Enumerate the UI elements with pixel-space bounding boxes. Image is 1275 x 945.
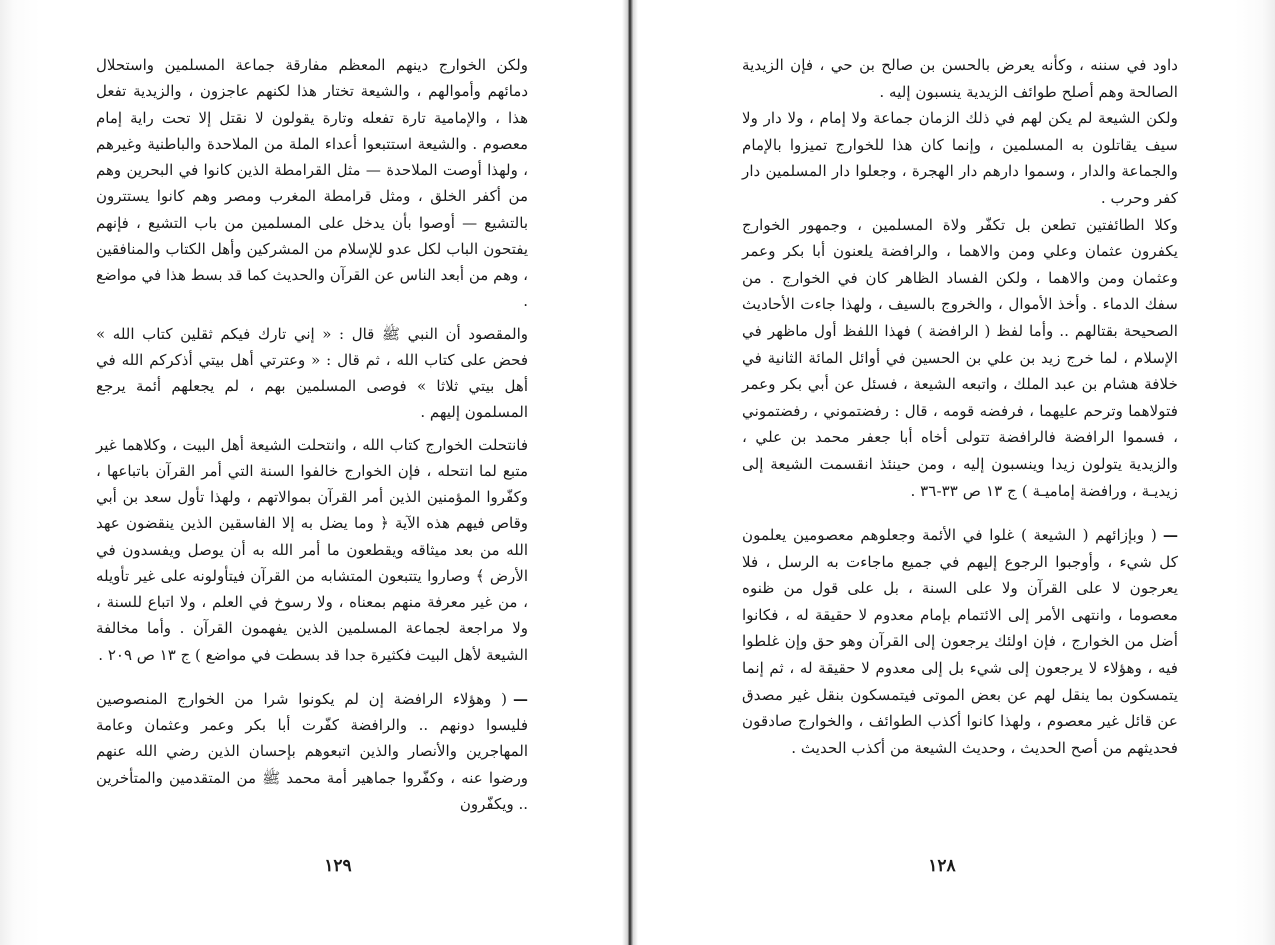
book-gutter <box>622 0 638 945</box>
right-paragraph-2: ولكن الشيعة لم يكن لهم في ذلك الزمان جماعة ولا إمام ، ولا دار ولا سيف يقاتلون به المسلمين ، وإنما كان هذا للخوارج تميزوا بالإمام والجماعة والدار ، وسموا دارهم دار الهجرة ، وجعلوا دار المسلمين دار كفر وحرب . <box>742 109 1178 207</box>
left-paragraph-4 <box>96 686 528 817</box>
right-paragraph-1: داود في سننه ، وكأنه يعرض بالحسن بن صالح بن حي ، فإن الزيدية الصالحة وهم أصلح طوائف الزيدية ينسبون إليه . <box>742 56 1178 101</box>
right-page-text <box>742 52 1178 767</box>
left-paragraph-4-text: ( وهؤلاء الرافضة إن لم يكونوا شرا من الخوارج المنصوصين فليسوا دونهم .. والرافضة كفّرت أبا بكر وعمر وعثمان وعامة المهاجرين والأنصار والذين اتبعوهم بإحسان الذين رضي الله عنهم ورضوا عنه ، وكفّروا جماهير أمة محمد ﷺ من المتقدمين والمتأخرين .. ويكفّرون <box>96 689 528 813</box>
left-page-number: ١٢٩ <box>324 856 352 876</box>
right-reference-1: ج ١٣ ص ٣٣-٣٦ . <box>910 481 1017 500</box>
right-page-number: ١٢٨ <box>928 856 956 876</box>
left-page-text <box>96 52 528 823</box>
right-paragraph-4-text: ( وبإزائهم ( الشيعة ) غلوا في الأئمة وجعلوهم معصومين يعلمون كل شيء ، وأوجبوا الرجوع إليهم في جميع ماجاءت به الرسل ، فلا يعرجون لا على القرآن ولا على السنة ، بل على قول من ظنوه معصوما ، وانتهى الأمر إلى الائتمام بإمام معدوم لا حقيقة له ، فكانوا أضل من الخوارج ، فإن اولئك يرجعون إلى القرآن وهو حق وإن غلطوا فيه ، وهؤلاء لا يرجعون إلى شيء بل إلى معدوم لا حقيقة له ، ثم إنما يتمسكون بما ينقل لهم عن بعض الموتى فيتمسكون بنقل غير مصدق عن قائل غير معصوم ، ولهذا كانوا أكذب الطوائف ، والخوارج صادقون فحديثهم من أصح الحديث ، وحديث الشيعة من أكذب الحديث . <box>742 526 1178 757</box>
left-reference-1: ج ١٣ ص ٢٠٩ . <box>98 645 191 664</box>
left-paragraph-3-text: فانتحلت الخوارج كتاب الله ، وانتحلت الشيعة أهل البيت ، وكلاهما غير متبع لما انتحله ، فإن الخوارج خالفوا السنة التي أمر القرآن باتباعها ، وكفّروا المؤمنين الذين أمر القرآن بموالاتهم ، ولهذا تأول سعد بن أبي وقاص فيهم هذه الآية ﴿ وما يضل به إلا الفاسقين الذين ينقضون عهد الله من بعد ميثاقه ويقطعون ما أمر الله به أن يوصل ويفسدون في الأرض ﴾ وصاروا يتتبعون المتشابه من القرآن فيتأولونه على غير تأويله ، من غير معرفة منهم بمعناه ، ولا رسوخ في العلم ، ولا اتباع للسنة ، ولا مراجعة لجماعة المسلمين الذين يفهمون القرآن . وأما مخالفة الشيعة لأهل البيت فكثيرة جدا قد بسطت في مواضع ) <box>96 435 528 664</box>
left-dash-marker: — <box>513 689 528 708</box>
right-dash-marker: — <box>1162 526 1178 545</box>
right-paragraph-3 <box>742 212 1178 505</box>
left-paragraph-1: ولكن الخوارج دينهم المعظم مفارقة جماعة المسلمين واستحلال دمائهم وأموالهم ، والشيعة تختار هذا لكنهم عاجزون ، والزيدية تفعل هذا ، والإمامية تارة تفعله وتارة يقولون لا نقتل إلا تحت راية إمام معصوم . والشيعة استتبعوا أعداء الملة من الملاحدة والباطنية وغيرهم ، ولهذا أوصت الملاحدة — مثل القرامطة الذين كانوا في البحرين وهم من أكفر الخلق ، ومثل قرامطة المغرب ومصر وهم كانوا يستترون بالتشيع — أوصوا بأن يدخل على المسلمين من باب التشيع ، فإنهم يفتحون الباب لكل عدو للإسلام من المشركين وأهل الكتاب والمنافقين ، وهم من أبعد الناس عن القرآن والحديث كما قد بسط هذا في مواضع . <box>96 56 528 311</box>
left-paragraph-2: والمقصود أن النبي ﷺ قال : « إني تارك فيكم ثقلين كتاب الله » فحض على كتاب الله ، ثم قال : « وعترتي أهل بيتي أذكركم الله في أهل بيتي ثلاثا » فوصى المسلمين بهم ، لم يجعلهم أئمة يرجع المسلمون إليهم . <box>96 324 528 422</box>
right-paragraph-4 <box>742 522 1178 761</box>
right-paragraph-3-text: وكلا الطائفتين تطعن بل تكفّر ولاة المسلمين ، وجمهور الخوارج يكفرون عثمان وعلي ومن والاهما ، والرافضة يلعنون أبا بكر وعمر وعثمان ومن والاهما ، ولكن الفساد الظاهر كان في الخوارج . من سفك الدماء . وأخذ الأموال ، والخروج بالسيف ، ولهذا جاءت الأحاديث الصحيحة بقتالهم .. وأما لفظ ( الرافضة ) فهذا اللفظ أول ماظهر في الإسلام ، لما خرج زيد بن علي بن الحسين في أوائل المائة الثانية في خلافة هشام بن عبد الملك ، واتبعه الشيعة ، فسئل عن أبي بكر وعمر فتولاهما وترحم عليهما ، فرفضه قومه ، قال : رفضتموني ، رفضتموني ، فسموا الرافضة فالرافضة تتولى أخاه أبا جعفر محمد بن علي ، والزيدية يتولون زيدا وينسبون إليه ، ومن حينئذ انقسمت الشيعة إلى زيديـة ، ورافضة إماميـة ) <box>742 215 1178 500</box>
left-paragraph-3 <box>96 432 528 668</box>
